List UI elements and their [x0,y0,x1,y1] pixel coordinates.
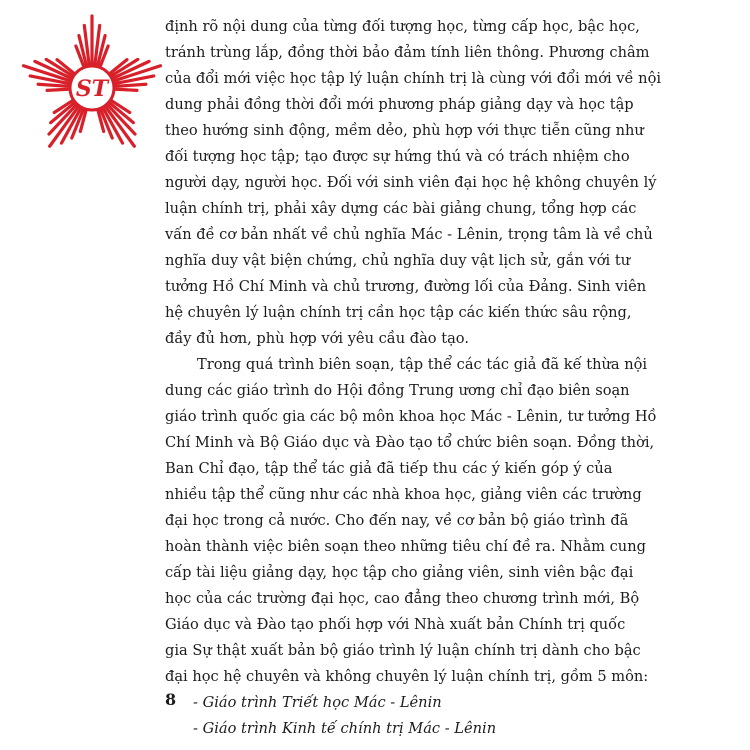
page-number: 8 [165,690,177,709]
text-line: tưởng Hồ Chí Minh và chủ trương, đường lối của Đảng. Sinh viên [165,278,647,295]
text-line: đại học trong cả nước. Cho đến nay, về cơ bản bộ giáo trình đã [165,512,629,529]
list-item: - Giáo trình Kinh tế chính trị Mác - Lênin [193,720,497,737]
text-line: dung các giáo trình do Hội đồng Trung ương chỉ đạo biên soạn [165,382,630,399]
text-line: đối tượng học tập; tạo được sự hứng thú và có trách nhiệm cho [165,148,630,165]
paragraph-lines [165,14,662,690]
text-line: nhiều tập thể cũng như các nhà khoa học, giảng viên các trường [165,486,642,503]
text-line: hoàn thành việc biên soạn theo những tiêu chí đề ra. Nhằm cung [165,538,646,555]
text-line: Trong quá trình biên soạn, tập thể các tác giả đã kế thừa nội [197,356,648,373]
course-list [165,690,586,742]
text-line: đại học hệ chuyên và không chuyên lý luận chính trị, gồm 5 môn: [165,668,649,685]
text-line: Giáo dục và Đào tạo phối hợp với Nhà xuất bản Chính trị quốc [165,616,626,633]
text-line: theo hướng sinh động, mềm dẻo, phù hợp với thực tiễn cũng như [165,122,644,139]
text-line: luận chính trị, phải xây dựng các bài giảng chung, tổng hợp các [165,200,637,217]
text-line: gia Sự thật xuất bản bộ giáo trình lý luận chính trị dành cho bậc [165,642,641,659]
text-line: vấn đề cơ bản nhất về chủ nghĩa Mác - Lênin, trọng tâm là về chủ [165,226,653,243]
text-line: hệ chuyên lý luận chính trị cần học tập các kiến thức sâu rộng, [165,304,632,321]
text-line: nghĩa duy vật biện chứng, chủ nghĩa duy vật lịch sử, gắn với tư [165,252,631,269]
publisher-logo [12,8,162,168]
list-item: - Giáo trình Triết học Mác - Lênin [193,694,442,711]
text-line: Ban Chỉ đạo, tập thể tác giả đã tiếp thu các ý kiến góp ý của [165,460,613,477]
text-line: tránh trùng lắp, đồng thời bảo đảm tính liên thông. Phương châm [165,44,650,61]
text-line: Chí Minh và Bộ Giáo dục và Đào tạo tổ chức biên soạn. Đồng thời, [165,434,655,451]
body-text [165,14,662,742]
logo-monogram: ST [75,76,109,102]
text-line: của đổi mới việc học tập lý luận chính trị là cùng với đổi mới về nội [165,70,662,87]
text-line: học của các trường đại học, cao đẳng theo chương trình mới, Bộ [165,590,640,607]
text-line: định rõ nội dung của từng đối tượng học, từng cấp học, bậc học, [165,18,640,35]
text-line: đầy đủ hơn, phù hợp với yêu cầu đào tạo. [165,330,469,347]
text-line: dung phải đồng thời đổi mới phương pháp giảng dạy và học tập [165,96,634,113]
text-line: cấp tài liệu giảng dạy, học tập cho giảng viên, sinh viên bậc đại [165,564,634,581]
text-line: giáo trình quốc gia các bộ môn khoa học Mác - Lênin, tư tưởng Hồ [165,408,657,425]
text-line: người dạy, người học. Đối với sinh viên đại học hệ không chuyên lý [165,174,657,191]
